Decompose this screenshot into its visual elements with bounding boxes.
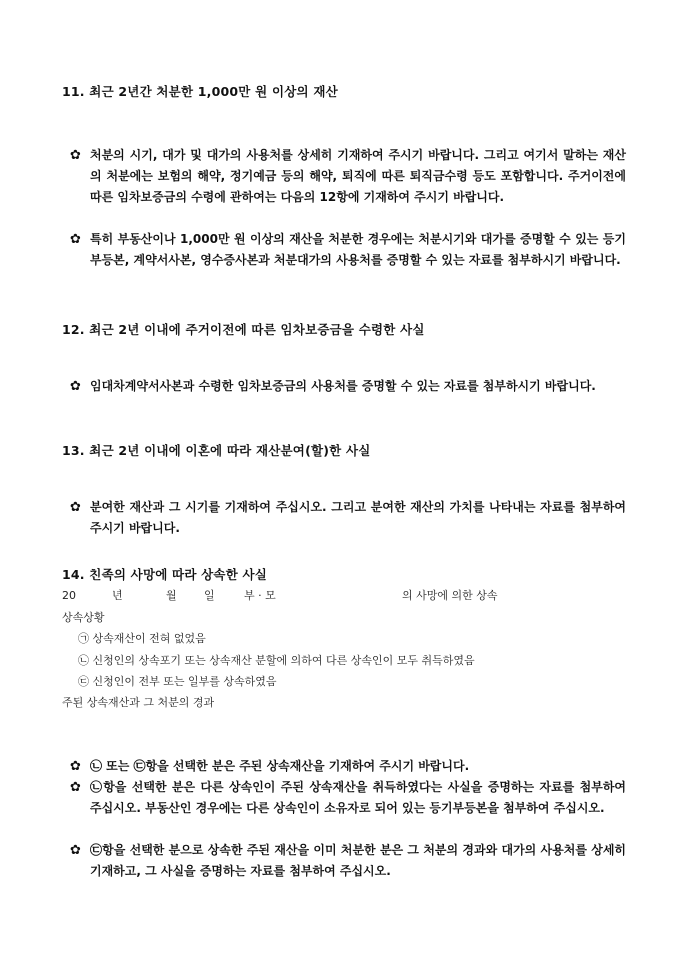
note-text: ㉡항을 선택한 분은 다른 상속인이 주된 상속재산을 취득하였다는 사실을 증명하는 자료를 첨부하여 주십시오. 부동산인 경우에는 다른 상속인이 소유자로 되어 있는 등기부등본을 첨부하여 주십시오. bbox=[90, 780, 626, 815]
note-text: ㉢항을 선택한 분으로 상속한 주된 재산을 이미 처분한 분은 그 처분의 경과와 대가의 사용처를 상세히 기재하고, 그 사실을 증명하는 자료를 첨부하여 주십시오. bbox=[90, 843, 626, 878]
note-14-2 bbox=[70, 777, 626, 819]
deceased-parent: 부 · 모 bbox=[244, 589, 276, 602]
note-13-1 bbox=[70, 497, 626, 539]
date-century: 20 bbox=[62, 589, 76, 602]
section-12-heading: 12. 최근 2년 이내에 주거이전에 따른 임차보증금을 수령한 사실 bbox=[62, 322, 425, 337]
inheritance-option-1: ㉠ 상속재산이 전혀 없었음 bbox=[78, 632, 206, 645]
flower-icon: ✿ bbox=[70, 780, 81, 795]
note-14-1 bbox=[70, 756, 626, 777]
flower-icon: ✿ bbox=[70, 379, 81, 394]
note-text: 분여한 재산과 그 시기를 기재하여 주십시오. 그리고 분여한 재산의 가치를 나타내는 자료를 첨부하여 주시기 바랍니다. bbox=[90, 500, 626, 535]
flower-icon: ✿ bbox=[70, 148, 81, 163]
note-text: 임대차계약서사본과 수령한 임차보증금의 사용처를 증명할 수 있는 자료를 첨부하시기 바랍니다. bbox=[90, 379, 596, 393]
inheritance-option-3: ㉢ 신청인이 전부 또는 일부를 상속하였음 bbox=[78, 675, 277, 688]
flower-icon: ✿ bbox=[70, 232, 81, 247]
note-12-1 bbox=[70, 376, 626, 397]
note-14-3 bbox=[70, 840, 626, 882]
date-month: 월 bbox=[166, 589, 177, 602]
flower-icon: ✿ bbox=[70, 500, 81, 515]
flower-icon: ✿ bbox=[70, 843, 81, 858]
inheritance-status-label: 상속상황 bbox=[62, 611, 105, 624]
date-suffix: 의 사망에 의한 상속 bbox=[402, 589, 498, 602]
note-text: ㉡ 또는 ㉢항을 선택한 분은 주된 상속재산을 기재하여 주시기 바랍니다. bbox=[90, 759, 470, 773]
main-assets-label: 주된 상속재산과 그 처분의 경과 bbox=[62, 696, 215, 709]
section-11-heading: 11. 최근 2년간 처분한 1,000만 원 이상의 재산 bbox=[62, 84, 338, 99]
note-11-2 bbox=[70, 229, 626, 271]
section-14-heading: 14. 친족의 사망에 따라 상속한 사실 bbox=[62, 567, 268, 582]
section-13-heading: 13. 최근 2년 이내에 이혼에 따라 재산분여(할)한 사실 bbox=[62, 443, 371, 458]
note-11-1 bbox=[70, 145, 626, 208]
date-year: 년 bbox=[112, 589, 123, 602]
note-text: 처분의 시기, 대가 및 대가의 사용처를 상세히 기재하여 주시기 바랍니다. 그리고 여기서 말하는 재산의 처분에는 보험의 해약, 정기예금 등의 해약, 퇴직에 따른 퇴직금수령 등도 포함합니다. 주거이전에 따른 임차보증금의 수령에 관하여는 다음의 12항에 기재하여 주시기 바랍니다. bbox=[90, 148, 626, 204]
flower-icon: ✿ bbox=[70, 759, 81, 774]
inheritance-date-line bbox=[62, 587, 498, 603]
inheritance-option-2: ㉡ 신청인의 상속포기 또는 상속재산 분할에 의하여 다른 상속인이 모두 취득하였음 bbox=[78, 654, 475, 667]
date-day: 일 bbox=[204, 589, 215, 602]
note-text: 특히 부동산이나 1,000만 원 이상의 재산을 처분한 경우에는 처분시기와 대가를 증명할 수 있는 등기부등본, 계약서사본, 영수증사본과 처분대가의 사용처를 증명할 수 있는 자료를 첨부하시기 바랍니다. bbox=[90, 232, 626, 267]
